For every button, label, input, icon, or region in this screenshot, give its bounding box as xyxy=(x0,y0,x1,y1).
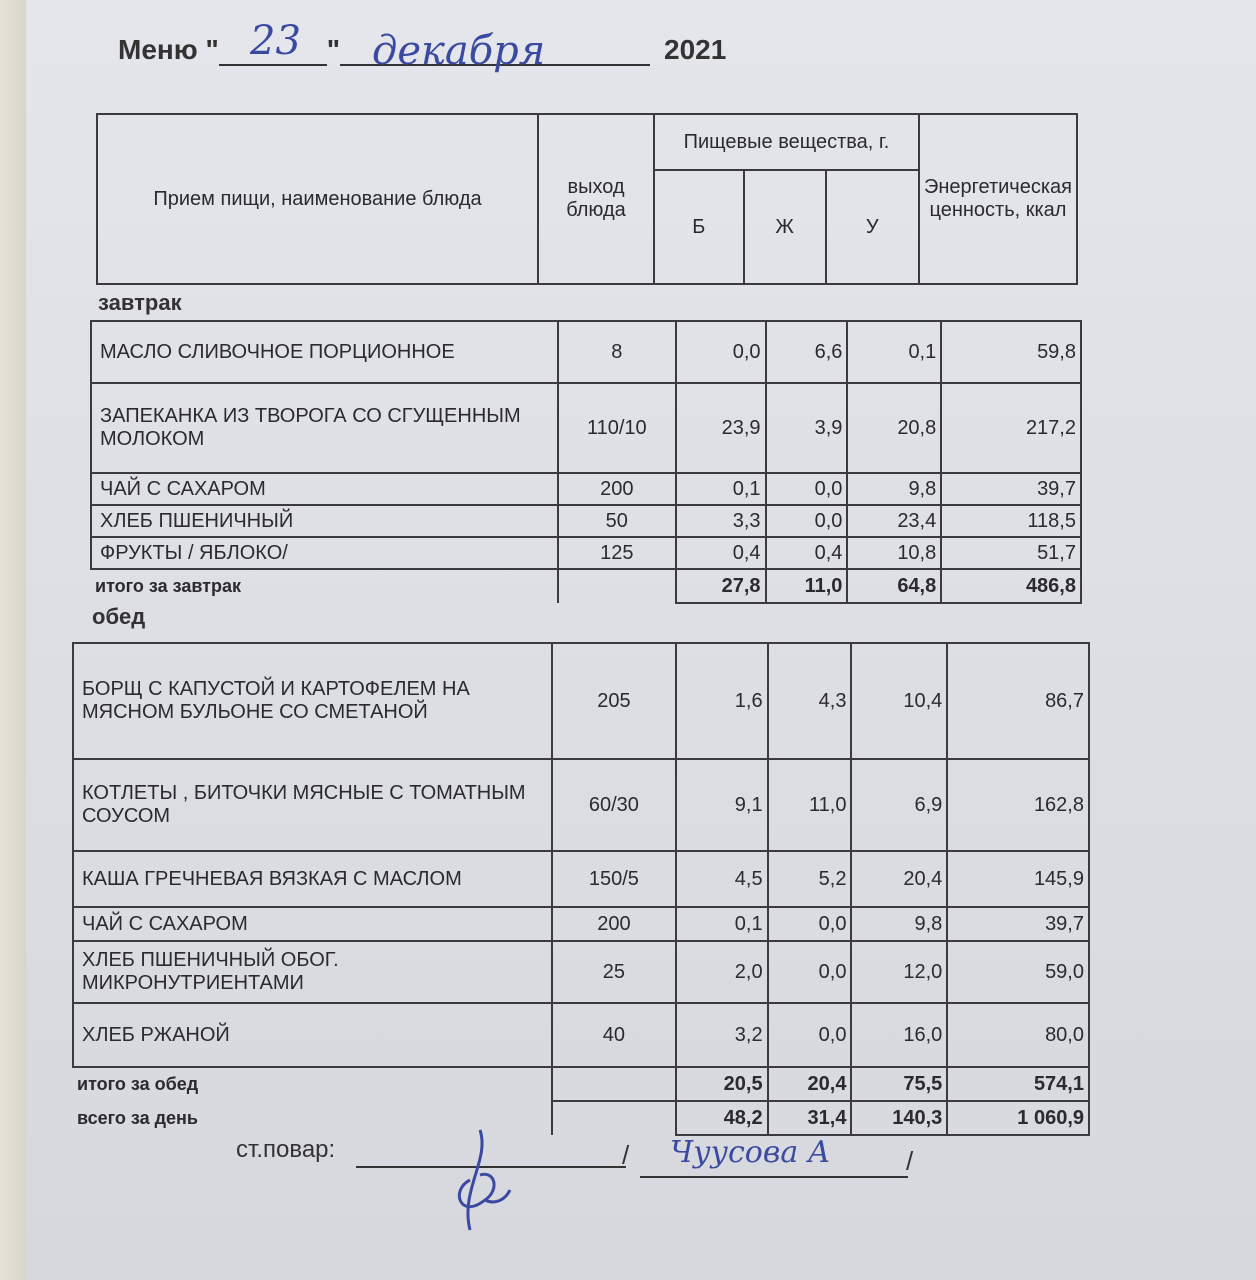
table-row: ХЛЕБ ПШЕНИЧНЫЙ ОБОГ. МИКРОНУТРИЕНТАМИ 25 2,0 0,0 12,0 59,0 xyxy=(73,941,1089,1003)
cook-label: ст.повар: xyxy=(236,1136,336,1163)
table-row: БОРЩ С КАПУСТОЙ И КАРТОФЕЛЕМ НА МЯСНОМ БУЛЬОНЕ СО СМЕТАНОЙ 205 1,6 4,3 10,4 86,7 xyxy=(73,643,1089,759)
header-col-zh: Ж xyxy=(744,170,826,284)
day-total-row: всего за день 48,2 31,4 140,3 1 060,9 xyxy=(73,1101,1089,1135)
menu-day: 23 xyxy=(250,18,301,64)
header-col-yield: выход блюда xyxy=(538,114,654,284)
table-row: ЧАЙ С САХАРОМ 200 0,1 0,0 9,8 39,7 xyxy=(91,473,1081,505)
header-table xyxy=(96,113,1078,285)
page-edge xyxy=(0,0,26,1280)
table-row: КОТЛЕТЫ , БИТОЧКИ МЯСНЫЕ С ТОМАТНЫМ СОУСОМ 60/30 9,1 11,0 6,9 162,8 xyxy=(73,759,1089,851)
signature-separator: / xyxy=(622,1140,630,1170)
table-row: ХЛЕБ ПШЕНИЧНЫЙ 50 3,3 0,0 23,4 118,5 xyxy=(91,505,1081,537)
breakfast-total-row: итого за завтрак 27,8 11,0 64,8 486,8 xyxy=(91,569,1081,603)
table-row: КАША ГРЕЧНЕВАЯ ВЯЗКАЯ С МАСЛОМ 150/5 4,5 5,2 20,4 145,9 xyxy=(73,851,1089,907)
section-breakfast-label: завтрак xyxy=(98,290,182,315)
menu-month: декабря xyxy=(372,28,546,74)
header-col-energy: Энергетическая ценность, ккал xyxy=(919,114,1077,284)
section-lunch-label: обед xyxy=(92,604,146,629)
breakfast-table xyxy=(90,320,1082,604)
header-col-u: У xyxy=(826,170,919,284)
table-row: ЧАЙ С САХАРОМ 200 0,1 0,0 9,8 39,7 xyxy=(73,907,1089,941)
signature-separator-end: / xyxy=(906,1146,914,1176)
table-row: ЗАПЕКАНКА ИЗ ТВОРОГА СО СГУЩЕННЫМ МОЛОКОМ 110/10 23,9 3,9 20,8 217,2 xyxy=(91,383,1081,473)
signature-name: Чуусова А xyxy=(670,1135,831,1170)
lunch-total-row: итого за обед 20,5 20,4 75,5 574,1 xyxy=(73,1067,1089,1101)
lunch-table xyxy=(72,642,1090,1136)
menu-title-prefix: Меню " xyxy=(118,34,219,65)
header-col-b: Б xyxy=(654,170,744,284)
signature-scribble xyxy=(440,1120,530,1240)
table-row: ХЛЕБ РЖАНОЙ 40 3,2 0,0 16,0 80,0 xyxy=(73,1003,1089,1067)
table-row: ФРУКТЫ / ЯБЛОКО/ 125 0,4 0,4 10,8 51,7 xyxy=(91,537,1081,569)
menu-year: 2021 xyxy=(664,34,727,65)
name-line xyxy=(640,1176,908,1178)
header-col-name: Прием пищи, наименование блюда xyxy=(97,114,538,284)
menu-title: Меню " " xyxy=(118,34,650,66)
table-row: МАСЛО СЛИВОЧНОЕ ПОРЦИОННОЕ 8 0,0 6,6 0,1 59,8 xyxy=(91,321,1081,383)
header-col-nutrients: Пищевые вещества, г. xyxy=(654,114,919,170)
